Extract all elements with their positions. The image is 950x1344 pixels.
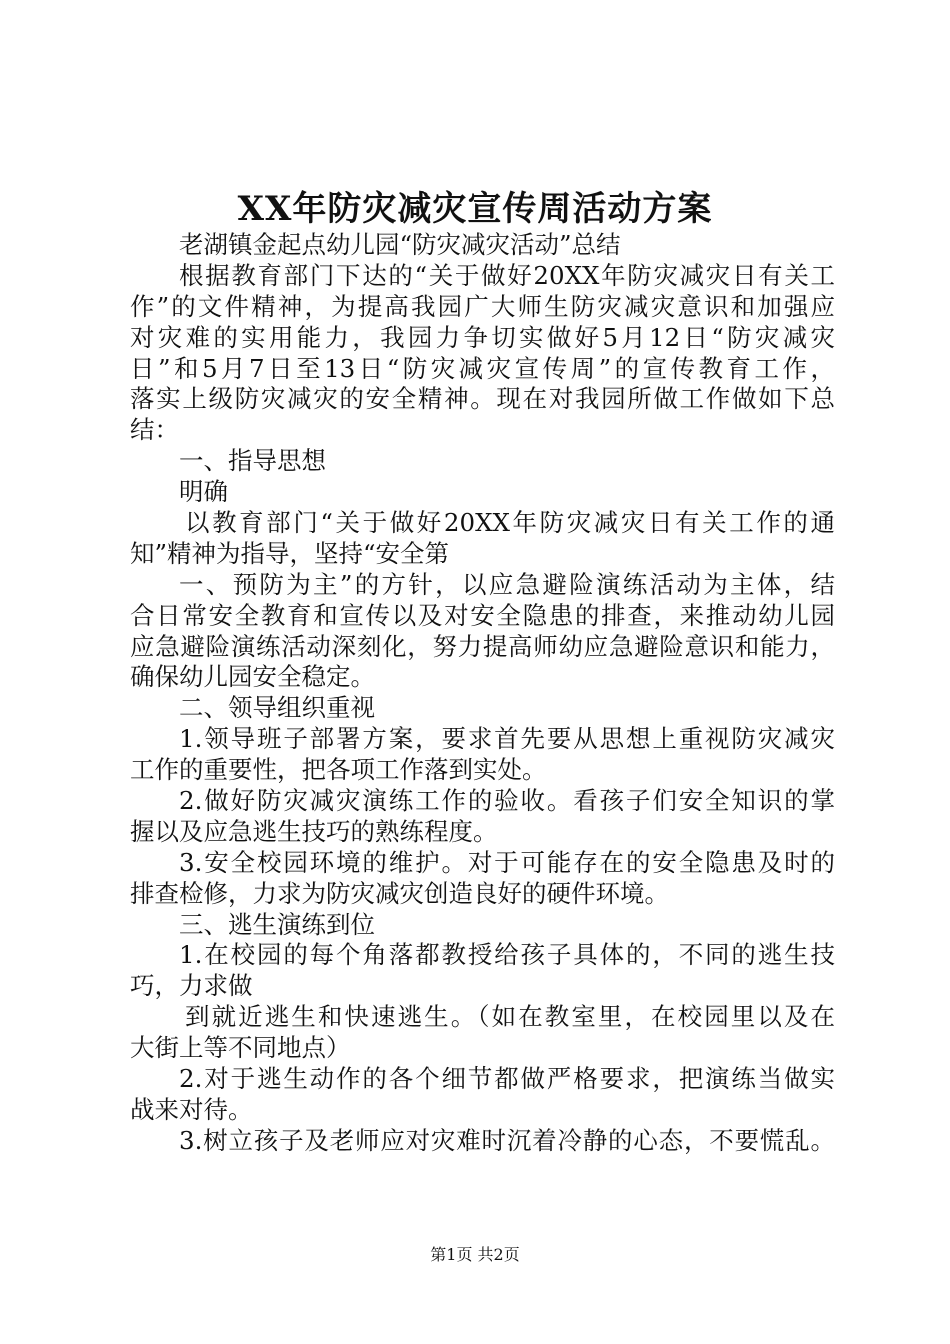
page-footer: 第1页 共2页: [430, 1245, 520, 1264]
text-line: 3.树立孩子及老师应对灾难时沉着冷静的心态，不要慌乱。: [179, 1125, 835, 1155]
document-title: XX年防灾减灾宣传周活动方案: [237, 189, 713, 229]
text-line: 握以及应急逃生技巧的熟练程度。: [130, 816, 498, 846]
text-line: 一、预防为主”的方针，以应急避险演练活动为主体，结: [179, 569, 835, 599]
text-line: 到就近逃生和快速逃生。（如在教室里，在校园里以及在: [185, 1002, 835, 1032]
text-line: 3.安全校园环境的维护。对于可能存在的安全隐患及时的: [179, 847, 835, 877]
text-line: 战来对待。: [130, 1094, 253, 1124]
text-line: 以教育部门“关于做好20XX年防灾减灾日有关工作的通: [185, 508, 835, 538]
text-line: 2.对于逃生动作的各个细节都做严格要求，把演练当做实: [179, 1064, 835, 1094]
section-heading: 二、领导组织重视: [179, 693, 375, 723]
text-line: 工作的重要性，把各项工作落到实处。: [130, 755, 547, 785]
text-line: 1.在校园的每个角落都教授给孩子具体的，不同的逃生技: [179, 940, 835, 970]
text-line: 日”和5月7日至13日“防灾减灾宣传周”的宣传教育工作，: [130, 353, 835, 383]
text-line: 巧，力求做: [130, 971, 253, 1001]
text-line: 2.做好防灾减灾演练工作的验收。看孩子们安全知识的掌: [179, 786, 835, 816]
text-line: 对灾难的实用能力，我园力争切实做好5月12日“防灾减灾: [130, 322, 835, 352]
text-line: 落实上级防灾减灾的安全精神。现在对我园所做工作做如下总: [130, 384, 835, 414]
text-line: 结：: [130, 415, 179, 445]
text-line: 应急避险演练活动深刻化，努力提高师幼应急避险意识和能力，: [130, 631, 835, 661]
text-line: 确保幼儿园安全稳定。: [130, 662, 375, 692]
section-heading: 三、逃生演练到位: [179, 909, 375, 939]
text-line: 作”的文件精神，为提高我园广大师生防灾减灾意识和加强应: [130, 291, 835, 321]
text-line: 合日常安全教育和宣传以及对安全隐患的排查，来推动幼儿园: [130, 600, 835, 630]
text-line: 老湖镇金起点幼儿园“防灾减灾活动”总结: [179, 230, 621, 259]
section-heading: 一、指导思想: [179, 446, 326, 476]
text-line: 明确: [179, 477, 228, 507]
text-line: 1.领导班子部署方案，要求首先要从思想上重视防灾减灾: [179, 724, 835, 754]
text-line: 知”精神为指导，坚持“安全第: [130, 538, 450, 568]
text-line: 大街上等不同地点）: [130, 1033, 351, 1063]
text-line: 排查检修，力求为防灾减灾创造良好的硬件环境。: [130, 878, 669, 908]
text-line: 根据教育部门下达的“关于做好20XX年防灾减灾日有关工: [179, 260, 835, 290]
document-body: [130, 230, 835, 1157]
